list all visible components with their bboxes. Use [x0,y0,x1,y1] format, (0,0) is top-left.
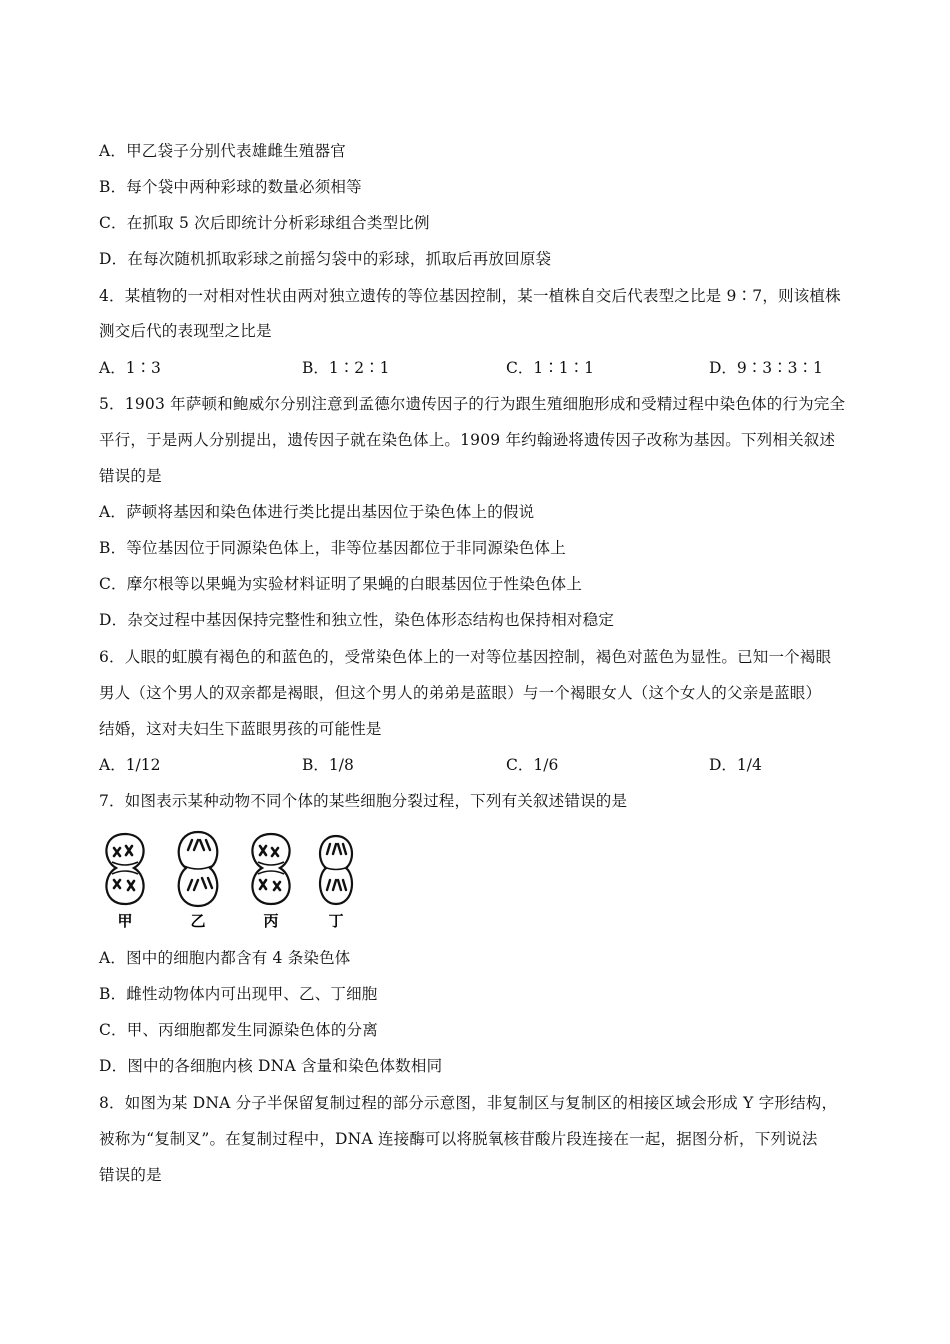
cell-yi [179,832,218,906]
q3-option-a: A．甲乙袋子分别代表雄雌生殖器官 [99,142,346,160]
q7-option-c: C．甲、丙细胞都发生同源染色体的分离 [99,1021,378,1039]
q4-options [99,357,859,379]
q6-option-d: D．1/4 [709,756,762,774]
q4-option-a: A．1∶3 [99,359,161,377]
label-yi: 乙 [190,912,206,930]
q5-option-c: C．摩尔根等以果蝇为实验材料证明了果蝇的白眼基因位于性染色体上 [99,575,583,593]
cell-jia [106,834,143,904]
q3-option-c: C．在抓取 5 次后即统计分析彩球组合类型比例 [99,214,430,232]
q4-stem-line-2: 测交后代的表现型之比是 [99,322,272,340]
label-bing: 丙 [263,912,279,930]
q7-option-d: D．图中的各细胞内核 DNA 含量和染色体数相同 [99,1057,443,1075]
q8-stem-line-2: 被称为“复制叉”。在复制过程中，DNA 连接酶可以将脱氧核苷酸片段连接在一起，据图分析，下列说法 [99,1130,818,1148]
q7-option-b: B．雌性动物体内可出现甲、乙、丁细胞 [99,985,378,1003]
q6-option-c: C．1/6 [506,756,559,774]
q5-stem-line-1: 5．1903 年萨顿和鲍威尔分别注意到孟德尔遗传因子的行为跟生殖细胞形成和受精过程中染色体的行为完全 [99,395,846,413]
q3-option-b: B．每个袋中两种彩球的数量必须相等 [99,178,362,196]
q4-stem-line-1: 4．某植物的一对相对性状由两对独立遗传的等位基因控制，某一植株自交后代表型之比是 9∶7，则该植株 [99,287,841,305]
label-jia: 甲 [117,912,133,930]
cell-bing [252,834,289,904]
q5-option-a: A．萨顿将基因和染色体进行类比提出基因位于染色体上的假说 [99,503,535,521]
q4-option-b: B．1∶2∶1 [302,359,390,377]
q4-option-d: D．9∶3∶3∶1 [709,359,823,377]
cell-ding [320,836,352,904]
q3-option-d: D．在每次随机抓取彩球之前摇匀袋中的彩球，抓取后再放回原袋 [99,250,552,268]
q5-stem-line-2: 平行，于是两人分别提出，遗传因子就在染色体上。1909 年约翰逊将遗传因子改称为基因。下列相关叙述 [99,431,836,449]
q6-stem-line-1: 6．人眼的虹膜有褐色的和蓝色的，受常染色体上的一对等位基因控制，褐色对蓝色为显性。已知一个褐眼 [99,648,832,666]
q5-stem-line-3: 错误的是 [99,467,162,485]
cell-division-figure [100,826,362,932]
q6-stem-line-2: 男人（这个男人的双亲都是褐眼，但这个男人的弟弟是蓝眼）与一个褐眼女人（这个女人的父亲是蓝眼） [99,684,822,702]
label-ding: 丁 [328,912,344,930]
q6-option-a: A．1/12 [99,756,161,774]
q4-option-c: C．1∶1∶1 [506,359,594,377]
q7-stem: 7．如图表示某种动物不同个体的某些细胞分裂过程，下列有关叙述错误的是 [99,792,628,810]
q6-option-b: B．1/8 [302,756,354,774]
q8-stem-line-3: 错误的是 [99,1166,162,1184]
q8-stem-line-1: 8．如图为某 DNA 分子半保留复制过程的部分示意图，非复制区与复制区的相接区域会形成 Y 字形结构， [99,1094,838,1112]
q5-option-b: B．等位基因位于同源染色体上，非等位基因都位于非同源染色体上 [99,539,566,557]
q7-option-a: A．图中的细胞内都含有 4 条染色体 [99,949,351,967]
q5-option-d: D．杂交过程中基因保持完整性和独立性，染色体形态结构也保持相对稳定 [99,611,615,629]
q6-stem-line-3: 结婚，这对夫妇生下蓝眼男孩的可能性是 [99,720,382,738]
q6-options [99,754,859,776]
